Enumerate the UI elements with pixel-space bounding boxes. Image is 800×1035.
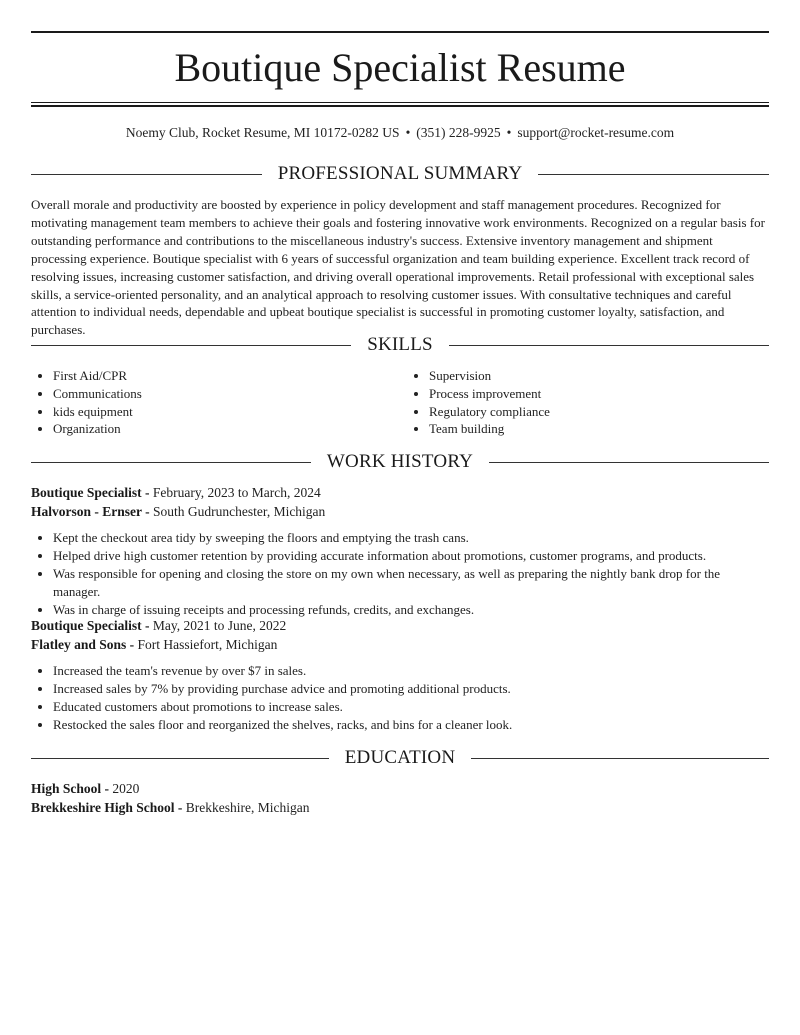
section-title: PROFESSIONAL SUMMARY <box>277 163 523 184</box>
resume-title: Boutique Specialist Resume <box>174 45 626 90</box>
skills-column-left <box>31 367 400 438</box>
dash: - <box>141 485 153 500</box>
section-title: WORK HISTORY <box>326 451 474 472</box>
job-1-company-line <box>31 503 769 521</box>
dash: - <box>101 781 113 796</box>
skill-item: • Communications <box>53 385 400 403</box>
skill-item: • Supervision <box>429 367 769 385</box>
divider <box>31 174 262 175</box>
education-degree-line <box>31 780 769 798</box>
skill-item: • Team building <box>429 420 769 438</box>
dash: - <box>174 800 186 815</box>
job-2-bullets <box>31 662 769 734</box>
skills-list <box>31 367 769 438</box>
divider <box>31 758 329 759</box>
job-title: Boutique Specialist <box>31 618 142 633</box>
contact-address: Noemy Club, Rocket Resume, MI 10172-0282 US <box>125 125 400 140</box>
job-bullet: • Educated customers about promotions to increase sales. <box>53 698 769 716</box>
job-bullet: • Kept the checkout area tidy by sweeping the floors and emptying the trash cans. <box>53 529 769 547</box>
skill-item: • kids equipment <box>53 403 400 421</box>
title-rule-thick <box>31 105 769 107</box>
title-rule-thin <box>31 102 769 103</box>
job-bullet: • Increased sales by 7% by providing purchase advice and promoting additional products. <box>53 680 769 698</box>
education-school-line <box>31 799 769 817</box>
top-rule <box>31 31 769 33</box>
contact-email: support@rocket-resume.com <box>517 125 675 140</box>
degree: High School <box>31 781 102 796</box>
company-name: Halvorson - Ernser <box>31 504 142 519</box>
summary-text: Overall morale and productivity are boosted by experience in policy development and staff management procedures. Recognized for motivating management team members to achieve their goals and fostering innovative work environments. Recognized on a regular basis for outstanding performance and contributions to the miscellaneous industry's success. Extensive inventory management and shipment processing experience. Boutique specialist with 6 years of successful organization and team building experience. Excellent track record of resolving issues, increasing customer satisfaction, and driving overall operational improvements. Retail professional with exceptional sales skills, a service-oriented personality, and an analytical approach to resolving customer issues. With consultative techniques and careful attention to individual needs, dependable and upbeat boutique specialist is successful in promoting customer loyalty, satisfaction, and purchases. <box>31 197 765 338</box>
skills-column-right <box>400 367 769 438</box>
divider <box>471 758 769 759</box>
company-location: Fort Hassiefort, Michigan <box>137 637 278 652</box>
bullet-separator: • <box>506 125 512 140</box>
skill-item: • Regulatory compliance <box>429 403 769 421</box>
section-heading-summary <box>31 162 769 186</box>
job-bullet: • Was in charge of issuing receipts and processing refunds, credits, and exchanges. <box>53 601 769 619</box>
divider <box>538 174 769 175</box>
job-bullet: • Was responsible for opening and closing the store on my own when necessary, as well as preparing the nightly bank drop for the manager. <box>53 565 769 601</box>
job-1-bullets <box>31 529 769 619</box>
section-title: EDUCATION <box>344 747 456 768</box>
skill-item: • Process improvement <box>429 385 769 403</box>
contact-line <box>31 124 769 142</box>
job-dates: May, 2021 to June, 2022 <box>152 618 287 633</box>
dash: - <box>126 637 138 652</box>
job-dates: February, 2023 to March, 2024 <box>152 485 321 500</box>
divider <box>31 345 351 346</box>
job-2-title-line <box>31 617 769 635</box>
skill-item: • Organization <box>53 420 400 438</box>
job-title: Boutique Specialist <box>31 485 142 500</box>
job-1-title-line <box>31 484 769 502</box>
job-bullet: • Restocked the sales floor and reorganized the shelves, racks, and bins for a cleaner look. <box>53 716 769 734</box>
school-name: Brekkeshire High School <box>31 800 175 815</box>
job-bullet: • Increased the team's revenue by over $7 in sales. <box>53 662 769 680</box>
dash: - <box>141 504 153 519</box>
graduation-year: 2020 <box>112 781 140 796</box>
section-heading-skills <box>31 333 769 357</box>
section-title: SKILLS <box>367 334 433 355</box>
school-location: Brekkeshire, Michigan <box>185 800 310 815</box>
divider <box>31 462 311 463</box>
contact-phone: (351) 228-9925 <box>416 125 501 140</box>
company-name: Flatley and Sons <box>31 637 127 652</box>
divider <box>449 345 769 346</box>
divider <box>489 462 769 463</box>
bullet-separator: • <box>405 125 411 140</box>
dash: - <box>141 618 153 633</box>
job-2-company-line <box>31 636 769 654</box>
company-location: South Gudrunchester, Michigan <box>153 504 326 519</box>
skill-item: • First Aid/CPR <box>53 367 400 385</box>
section-heading-education <box>31 746 769 770</box>
job-bullet: • Helped drive high customer retention by providing accurate information about promotions, customer programs, and products. <box>53 547 769 565</box>
section-heading-work-history <box>31 450 769 474</box>
